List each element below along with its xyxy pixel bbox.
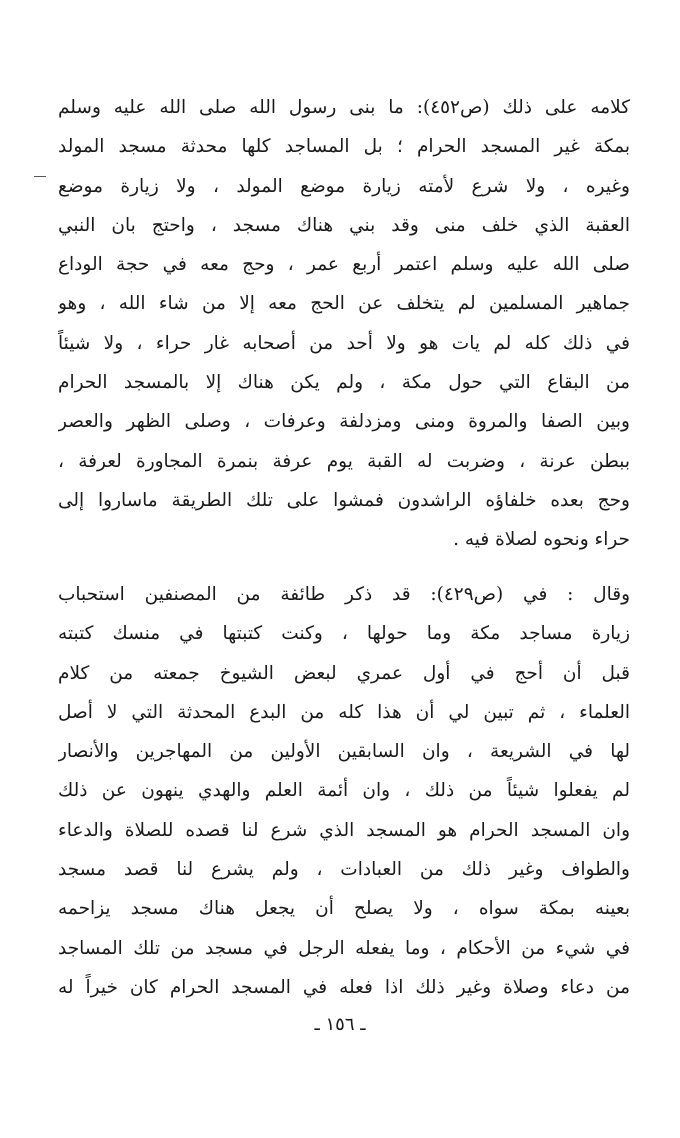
text-line: حراء ونحوه لصلاة فيه . <box>453 529 630 551</box>
text-line: من دعاء وصلاة وغير ذلك اذا فعله في المسجد الحرام كان خيراً له <box>58 976 630 998</box>
text-line: والطواف وغير ذلك من العبادات ، ولم يشرع لنا قصد مسجد <box>58 859 630 881</box>
text-line: في شيء من الأحكام ، وما يفعله الرجل في مسجد من تلك المساجد <box>58 937 630 959</box>
text-line: وحج بعده خلفاؤه الراشدون فمشوا على تلك الطريقة ماساروا إلى <box>58 489 630 511</box>
text-line: وان المسجد الحرام هو المسجد الذي شرع لنا قصده للصلاة والدعاء <box>58 819 630 841</box>
margin-mark <box>34 176 46 177</box>
text-line: جماهير المسلمين لم يتخلف عن الحج معه إلا من شاء الله ، وهو <box>58 293 630 315</box>
text-line: العقبة الذي خلف منى وقد بني هناك مسجد ، واحتج بان النبي <box>58 214 630 236</box>
text-line: لها في الشريعة ، وان السابقين الأولين من المهاجرين والأنصار <box>58 741 630 763</box>
text-line: كلامه على ذلك (ص٤٥٢): ما بنى رسول الله صلى الله عليه وسلم <box>58 97 630 118</box>
text-line: لم يفعلوا شيئاً من ذلك ، وان أئمة العلم والهدي ينهون عن ذلك <box>58 780 630 802</box>
text-line: وبين الصفا والمروة ومنى ومزدلفة وعرفات ، وصلى الظهر والعصر <box>58 411 630 433</box>
text-line: وغيره ، ولا شرع لأمته زيارة موضع المولد ، ولا زيارة موضع <box>58 175 630 197</box>
text-line: بعينه بمكة سواه ، ولا يصلح أن يجعل هناك مسجد يزاحمه <box>58 898 630 920</box>
text-line: قبل أن أحج في أول عمري لبعض الشيوخ جمعته من كلام <box>58 662 630 684</box>
text-line: العلماء ، ثم تبين لي أن هذا كله من البدع المحدثة التي لا أصل <box>58 701 630 723</box>
text-line: في ذلك كله لم يات هو ولا أحد من أصحابه غار حراء ، ولا شيئاً <box>58 332 630 354</box>
text-line: وقال : في (ص٤٢٩): قد ذكر طائفة من المصنفين استحباب <box>58 584 630 605</box>
text-line: صلى الله عليه وسلم اعتمر أربع عمر ، وحج معه في حجة الوداع <box>58 254 630 276</box>
text-line: بمكة غير المسجد الحرام ؛ بل المساجد كلها محدثة مسجد المولد <box>58 136 630 158</box>
page-number: ـ ١٥٦ ـ <box>314 1014 366 1035</box>
text-line: من البقاع التي حول مكة ، ولم يكن هناك إلا بالمسجد الحرام <box>58 372 630 394</box>
paragraph-2 <box>58 575 630 1007</box>
text-line: ببطن عرنة ، وضربت له القبة يوم عرفة بنمرة المجاورة لعرفة ، <box>58 450 630 472</box>
paragraph-1 <box>58 88 630 560</box>
text-line: زيارة مساجد مكة وما حولها ، وكنت كتبتها في منسك كتبته <box>58 623 630 645</box>
